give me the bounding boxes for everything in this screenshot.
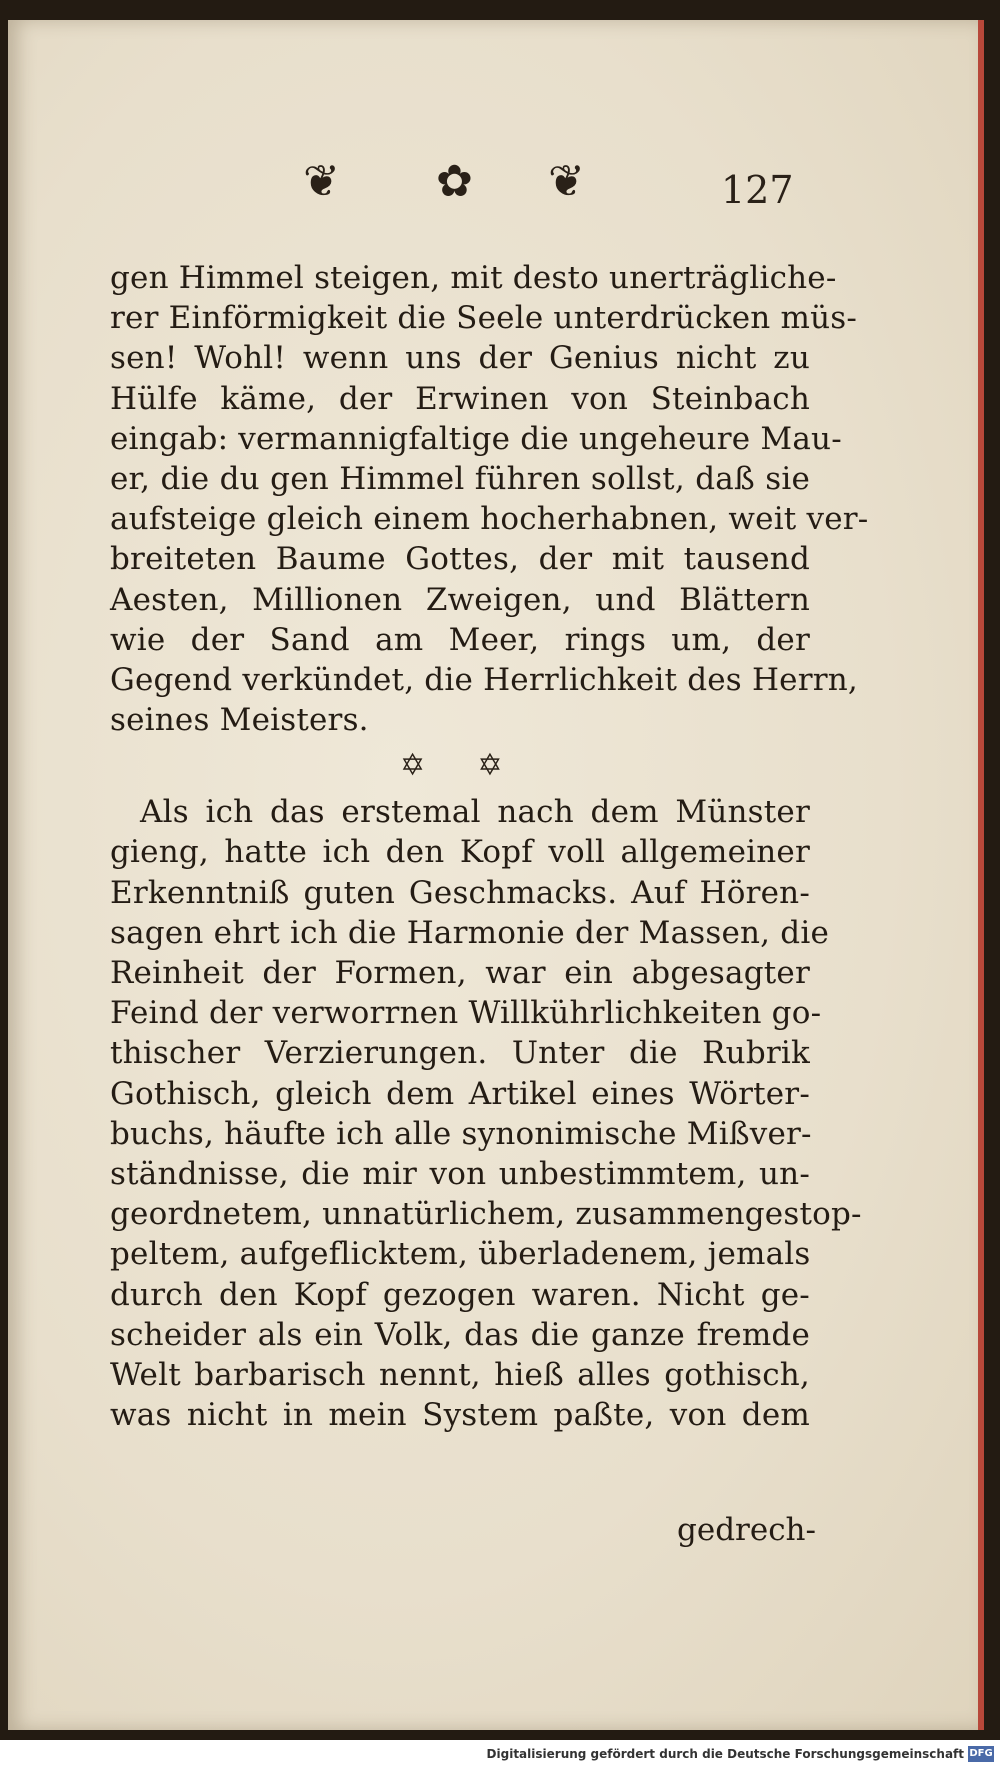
text-line: gieng, hatte ich den Kopf voll allgemeiner: [110, 834, 810, 871]
page-number: 127: [721, 168, 794, 212]
text-line: was nicht in mein System paßte, von dem: [110, 1397, 810, 1434]
text-line: wie der Sand am Meer, rings um, der: [110, 621, 810, 658]
text-line: breiteten Baume Gottes, der mit tausend: [110, 541, 810, 578]
page-text: [110, 258, 869, 1435]
text-line: scheider als ein Volk, das die ganze fremde: [110, 1316, 810, 1353]
text-line: Feind der verworrnen Willkührlichkeiten go-: [110, 995, 822, 1032]
digitization-credit: Digitalisierung gefördert durch die Deutsche Forschungsgemeinschaft: [486, 1747, 964, 1761]
text-line: sagen ehrt ich die Harmonie der Massen, die: [110, 914, 829, 951]
text-line: seines Meisters.: [110, 702, 369, 739]
text-line: Aesten, Millionen Zweigen, und Blättern: [110, 581, 810, 618]
text-line: buchs, häufte ich alle synonimische Mißver-: [110, 1115, 812, 1152]
text-line: er, die du gen Himmel führen sollst, daß sie: [110, 460, 810, 497]
text-line: thischer Verzierungen. Unter die Rubrik: [110, 1035, 810, 1072]
text-line: Gothisch, gleich dem Artikel eines Wörter-: [110, 1075, 810, 1112]
text-line: rer Einförmigkeit die Seele unterdrücken müs-: [110, 300, 858, 337]
text-line: Hülfe käme, der Erwinen von Steinbach: [110, 380, 810, 417]
ornament-icon: ✿: [436, 156, 473, 207]
ornament-icon: ❦: [303, 156, 340, 207]
text-line: Erkenntniß guten Geschmacks. Auf Hören-: [110, 874, 810, 911]
text-line: Gegend verkündet, die Herrlichkeit des Herrn,: [110, 661, 858, 698]
catchword: gedrech-: [677, 1512, 817, 1548]
page-header: [8, 156, 978, 230]
star-icon: ✡: [400, 748, 426, 784]
text-line: Welt barbarisch nennt, hieß alles gothisch,: [110, 1356, 810, 1393]
text-line: Als ich das erstemal nach dem Münster: [140, 794, 810, 831]
text-line: eingab: vermannigfaltige die ungeheure Mau-: [110, 420, 842, 457]
dfg-logo-icon: DFG: [968, 1746, 994, 1762]
text-line: Reinheit der Formen, war ein abgesagter: [110, 955, 810, 991]
footer-bar: [0, 1740, 1000, 1770]
text-line: peltem, aufgeflicktem, überladenem, jemals: [110, 1236, 811, 1273]
text-line: geordnetem, unnatürlichem, zusammengestop-: [110, 1196, 862, 1233]
text-line: gen Himmel steigen, mit desto unerträgliche-: [110, 260, 837, 296]
text-line: sen! Wohl! wenn uns der Genius nicht zu: [110, 340, 810, 377]
ornament-icon: ❦: [548, 156, 585, 207]
section-divider: [110, 740, 810, 792]
text-line: durch den Kopf gezogen waren. Nicht ge-: [110, 1276, 810, 1313]
book-page: [8, 20, 984, 1730]
star-icon: ✡: [477, 748, 503, 784]
text-line: aufsteige gleich einem hocherhabnen, weit ver-: [110, 501, 869, 538]
text-line: ständnisse, die mir von unbestimmtem, un-: [110, 1155, 810, 1192]
